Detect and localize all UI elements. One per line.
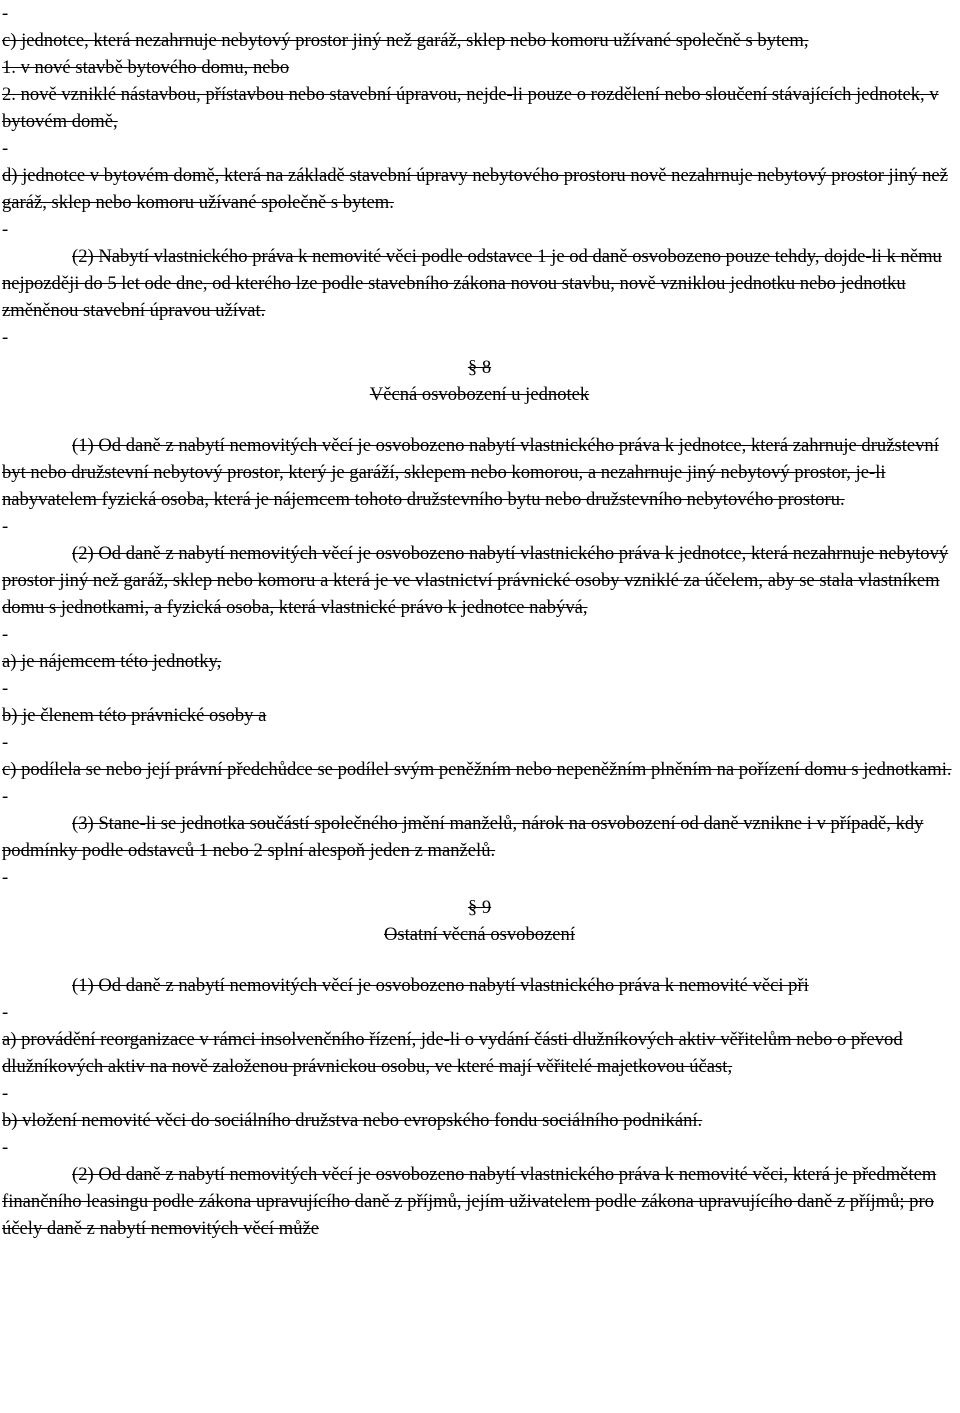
list-item: 1. v nové stavbě bytového domu, nebo [2,57,290,78]
separator-dash: - [2,678,9,699]
section-number: § 9 [467,897,492,918]
section-title: Věcná osvobození u jednotek [369,384,590,405]
paragraph: (2) Nabytí vlastnického práva k nemovité věci podle odstavce 1 je od daně osvobozeno pouze tehdy, dojde-li k němu nejpozději do 5 let ode dne, od kterého lze podle stavebního zákona novou stavbu, nově vzniklou jednotku nebo jednotku změněnou stavební úpravou užívat. [2,246,942,321]
list-item: d) jednotce v bytovém domě, která na základě stavební úpravy nebytového prostoru nově nezahrnuje nebytový prostor jiný než garáž, sklep nebo komoru užívané společně s bytem. [2,165,948,213]
separator-dash: - [2,327,9,348]
section-number: § 8 [467,357,492,378]
separator-dash: - [2,3,9,24]
section-title: Ostatní věcná osvobození [383,924,576,945]
list-item: a) provádění reorganizace v rámci insolvenčního řízení, jde-li o vydání části dlužníkových aktiv věřitelům nebo o převod dlužníkových aktiv na nově založenou právnickou osobu, ve které mají věřitelé majetkovou účast, [2,1029,903,1077]
paragraph: (3) Stane-li se jednotka součástí společného jmění manželů, nárok na osvobození od daně vznikne i v případě, kdy podmínky podle odstavců 1 nebo 2 splní alespoň jeden z manželů. [2,813,924,861]
separator-dash: - [2,1083,9,1104]
separator-dash: - [2,1137,9,1158]
paragraph: (1) Od daně z nabytí nemovitých věcí je osvobozeno nabytí vlastnického práva k jednotce, která zahrnuje družstevní byt nebo družstevní nebytový prostor, který je garáží, sklepem nebo komorou, a nezahrnuje jiný nebytový prostor, je-li nabyvatelem fyzická osoba, která je nájemcem tohoto družstevního bytu nebo družstevního nebytového prostoru. [2,435,939,510]
list-item: c) jednotce, která nezahrnuje nebytový prostor jiný než garáž, sklep nebo komoru užívané společně s bytem, [2,30,809,51]
separator-dash: - [2,138,9,159]
separator-dash: - [2,867,9,888]
separator-dash: - [2,219,9,240]
list-item: 2. nově vzniklé nástavbou, přístavbou nebo stavební úpravou, nejde-li pouze o rozdělení nebo sloučení stávajících jednotek, v bytovém domě, [2,84,939,132]
list-item: b) vložení nemovité věci do sociálního družstva nebo evropského fondu sociálního podnikání. [2,1110,703,1131]
separator-dash: - [2,732,9,753]
paragraph: (1) Od daně z nabytí nemovitých věcí je osvobozeno nabytí vlastnického práva k nemovité věci při [72,975,809,996]
paragraph: (2) Od daně z nabytí nemovitých věcí je osvobozeno nabytí vlastnického práva k nemovité věci, která je předmětem finančního leasingu podle zákona upravujícího daně z příjmů, jejím uživatelem podle zákona upravujícího daně z příjmů; pro účely daně z nabytí nemovitých věcí může [2,1164,937,1239]
list-item: b) je členem této právnické osoby a [2,705,267,726]
list-item: a) je nájemcem této jednotky, [2,651,222,672]
paragraph: (2) Od daně z nabytí nemovitých věcí je osvobozeno nabytí vlastnického práva k jednotce, která nezahrnuje nebytový prostor jiný než garáž, sklep nebo komoru a která je ve vlastnictví právnické osoby vzniklé za účelem, aby se stala vlastníkem domu s jednotkami, a fyzická osoba, která vlastnické právo k jednotce nabývá, [2,543,949,618]
list-item: c) podílela se nebo její právní předchůdce se podílel svým peněžním nebo nepeněžním plněním na pořízení domu s jednotkami. [2,759,952,780]
separator-dash: - [2,624,9,645]
separator-dash: - [2,516,9,537]
separator-dash: - [2,786,9,807]
separator-dash: - [2,1002,9,1023]
